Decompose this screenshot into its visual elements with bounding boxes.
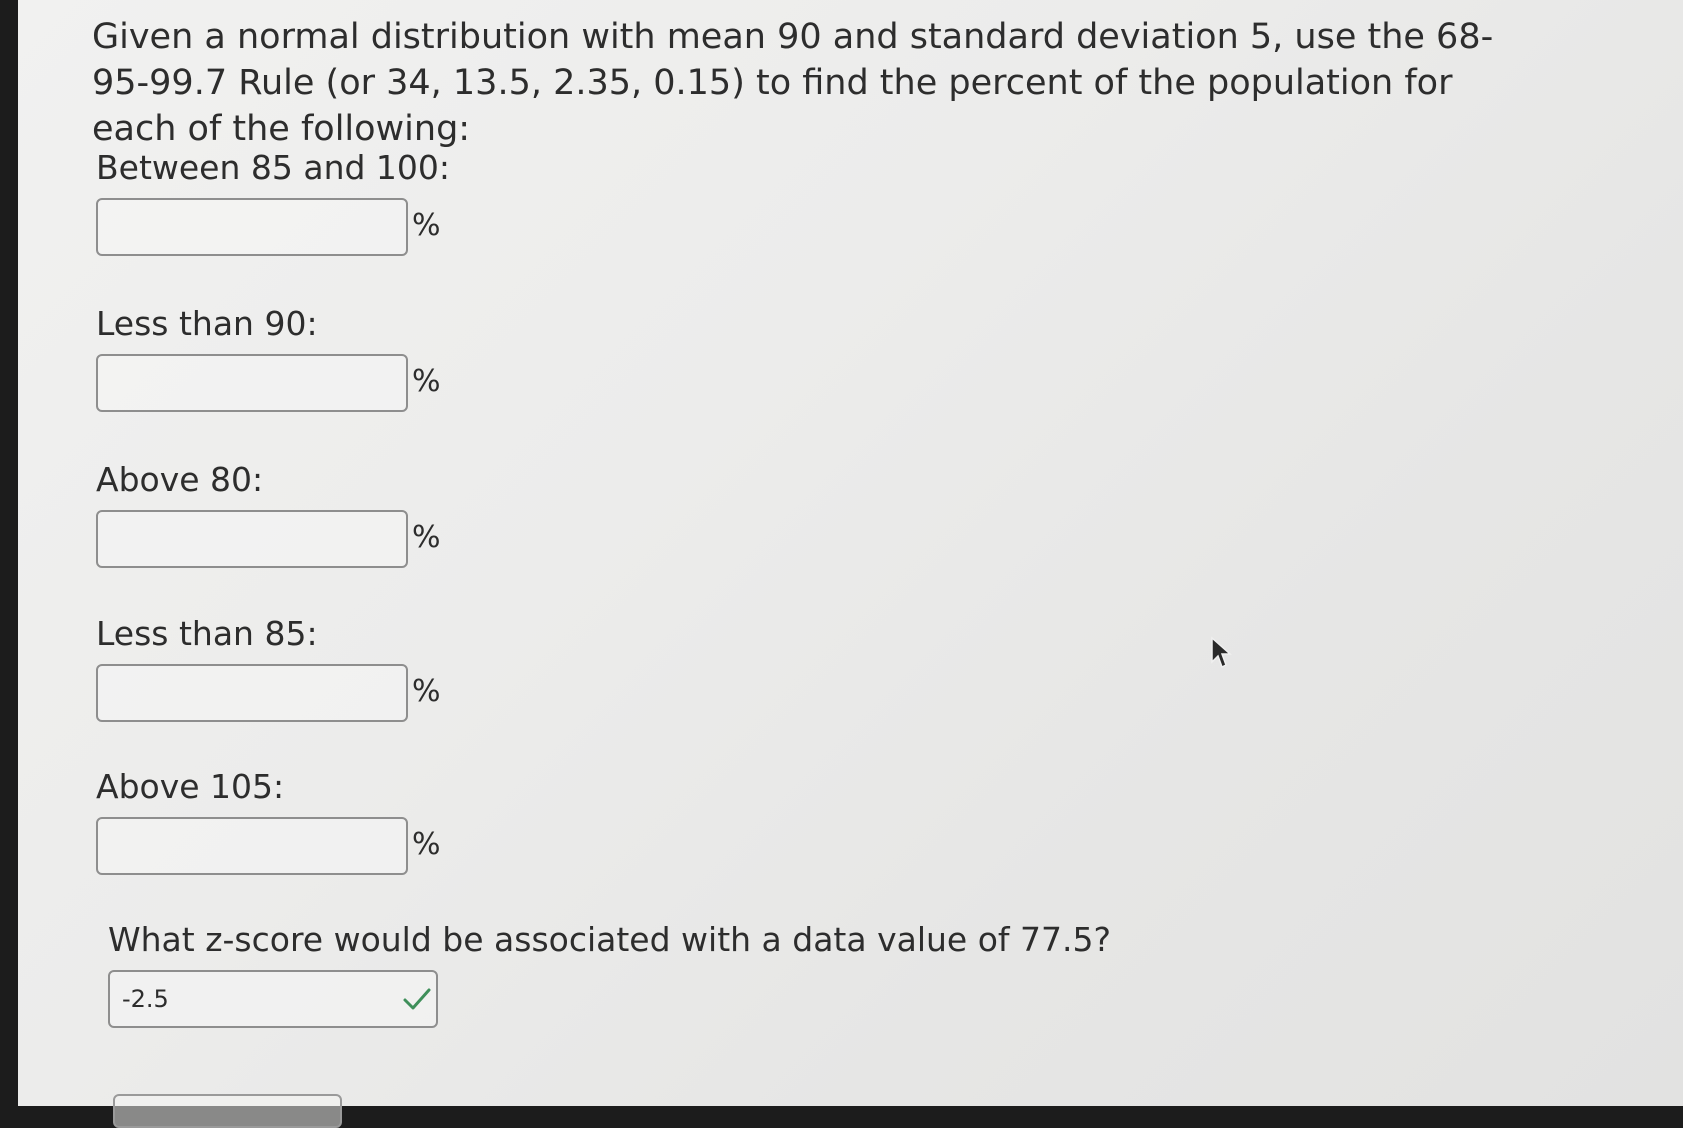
zscore-input-wrap bbox=[108, 970, 438, 1028]
field-label: Between 85 and 100: bbox=[96, 148, 451, 187]
field-above-105 bbox=[96, 767, 441, 875]
field-above-80 bbox=[96, 460, 441, 568]
percent-sign: % bbox=[412, 826, 441, 862]
input-row bbox=[96, 664, 441, 722]
question-text: Given a normal distribution with mean 90 and standard deviation 5, use the 68-95-99.7 Rule (or 34, 13.5, 2.35, 0.15) to find the percent of the population for each of the following: bbox=[92, 17, 1494, 149]
field-between-85-and-100 bbox=[96, 148, 450, 256]
answer-input-less-than-90[interactable] bbox=[96, 354, 408, 412]
input-row bbox=[96, 817, 441, 875]
percent-sign: % bbox=[412, 519, 441, 555]
next-answer-input-partial[interactable] bbox=[113, 1094, 342, 1128]
zscore-input[interactable] bbox=[108, 970, 438, 1028]
answer-input-above-80[interactable] bbox=[96, 510, 408, 568]
field-label: Above 80: bbox=[96, 460, 264, 499]
input-row bbox=[96, 510, 441, 568]
field-label: Less than 85: bbox=[96, 614, 318, 653]
answer-input-between-85-and-100[interactable] bbox=[96, 198, 408, 256]
field-label: Above 105: bbox=[96, 767, 285, 806]
percent-sign: % bbox=[412, 363, 441, 399]
answer-input-less-than-85[interactable] bbox=[96, 664, 408, 722]
field-less-than-85 bbox=[96, 614, 441, 722]
mouse-pointer-icon bbox=[1210, 636, 1232, 670]
zscore-label: What z-score would be associated with a data value of 77.5? bbox=[108, 920, 1111, 959]
input-row bbox=[96, 198, 450, 256]
check-icon bbox=[402, 985, 432, 1013]
zscore-question bbox=[108, 920, 1111, 1028]
answer-input-above-105[interactable] bbox=[96, 817, 408, 875]
field-label: Less than 90: bbox=[96, 304, 318, 343]
input-row bbox=[96, 354, 441, 412]
percent-sign: % bbox=[412, 207, 441, 243]
percent-sign: % bbox=[412, 673, 441, 709]
field-less-than-90 bbox=[96, 304, 441, 412]
worksheet-screen bbox=[18, 0, 1683, 1106]
